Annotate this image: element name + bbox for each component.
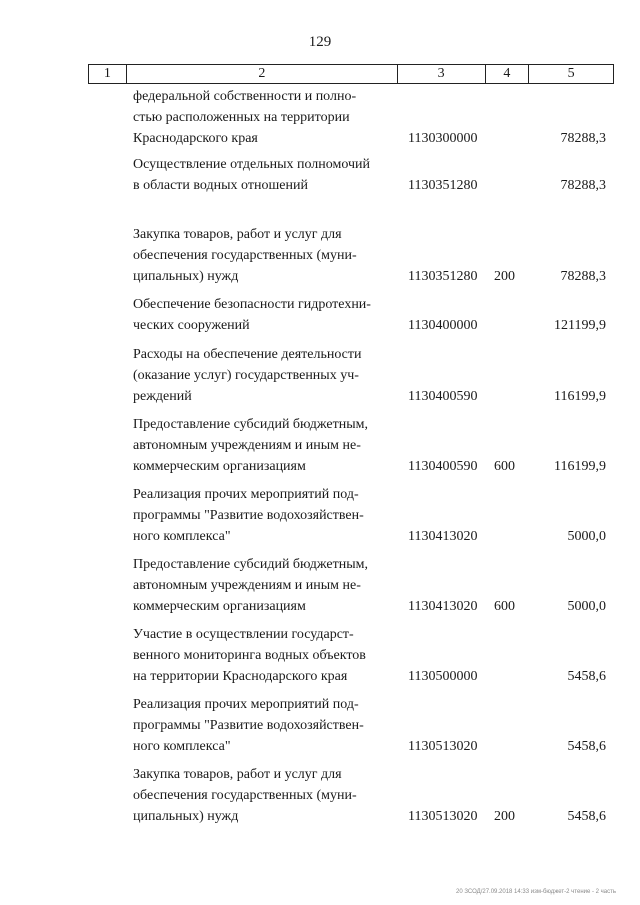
row-description-line: Предоставление субсидий бюджетным, <box>133 417 369 432</box>
row-amount: 116199,9 <box>554 459 606 474</box>
row-description <box>133 624 391 687</box>
row-description-line: ного комплекса" <box>133 529 231 544</box>
row-code: 1130500000 <box>408 669 478 684</box>
row-description-line: Предоставление субсидий бюджетным, <box>133 557 369 572</box>
row-description <box>133 414 391 477</box>
row-description-line: в области водных отношений <box>133 178 308 193</box>
row-description-line: Закупка товаров, работ и услуг для <box>133 227 342 242</box>
row-description <box>133 344 391 407</box>
row-description <box>133 484 391 547</box>
row-description-line: обеспечения государственных (муни- <box>133 788 357 803</box>
header-col-5: 5 <box>567 66 575 81</box>
row-code: 1130513020 <box>408 739 478 754</box>
row-description-line: программы "Развитие водохозяйствен- <box>133 508 364 523</box>
header-col-4: 4 <box>486 65 530 83</box>
row-description <box>133 224 391 287</box>
row-code: 1130351280 <box>408 178 478 193</box>
row-description <box>133 764 391 827</box>
row-code: 1130300000 <box>408 131 478 146</box>
row-description-line: автономным учреждениям и иным не- <box>133 578 361 593</box>
header-col-1: 1 <box>89 65 127 83</box>
row-expense-type: 200 <box>494 809 515 824</box>
row-description-line: ципальных) нужд <box>133 269 239 284</box>
row-description-line: Краснодарского края <box>133 131 258 146</box>
row-description-line: реждений <box>133 389 192 404</box>
row-amount: 116199,9 <box>554 389 606 404</box>
header-col-2: 2 <box>127 65 398 83</box>
row-amount: 78288,3 <box>560 178 606 193</box>
row-code: 1130413020 <box>408 529 478 544</box>
row-amount: 5458,6 <box>567 809 606 824</box>
row-description-line: Закупка товаров, работ и услуг для <box>133 767 342 782</box>
row-description-line: ципальных) нужд <box>133 809 239 824</box>
row-description-line: ческих сооружений <box>133 318 250 333</box>
row-code: 1130513020 <box>408 809 478 824</box>
row-amount: 121199,9 <box>554 318 606 333</box>
row-description-line: Участие в осуществлении государст- <box>133 627 354 642</box>
row-description-line: стью расположенных на территории <box>133 110 350 125</box>
row-description <box>133 694 391 757</box>
row-description-line: ного комплекса" <box>133 739 231 754</box>
row-code: 1130351280 <box>408 269 478 284</box>
row-description-line: программы "Развитие водохозяйствен- <box>133 718 364 733</box>
row-code: 1130400590 <box>408 459 478 474</box>
row-description-line: (оказание услуг) государственных уч- <box>133 368 359 383</box>
row-description-line: Расходы на обеспечение деятельности <box>133 347 362 362</box>
row-description-line: Осуществление отдельных полномочий <box>133 157 371 172</box>
row-amount: 5000,0 <box>567 599 606 614</box>
row-amount: 5458,6 <box>567 669 606 684</box>
row-amount: 78288,3 <box>560 269 606 284</box>
row-description <box>133 554 391 617</box>
row-description-line: коммерческим организациям <box>133 599 306 614</box>
row-description-line: Реализация прочих мероприятий под- <box>133 487 359 502</box>
row-code: 1130400590 <box>408 389 478 404</box>
page-number: 129 <box>308 34 332 50</box>
row-expense-type: 200 <box>494 269 515 284</box>
row-expense-type: 600 <box>494 459 515 474</box>
row-expense-type: 600 <box>494 599 515 614</box>
row-description <box>133 294 391 336</box>
row-description-line: венного мониторинга водных объектов <box>133 648 366 663</box>
row-description-line: коммерческим организациям <box>133 459 306 474</box>
row-description-line: Реализация прочих мероприятий под- <box>133 697 359 712</box>
footer-note: 20 ЗСОД/27.09.2018 14:33 изм-бюджет-2 чтение - 2 часть <box>456 889 616 895</box>
row-amount: 5458,6 <box>567 739 606 754</box>
row-description <box>133 86 391 149</box>
row-description-line: автономным учреждениям и иным не- <box>133 438 361 453</box>
row-description-line: на территории Краснодарского края <box>133 669 348 684</box>
row-amount: 5000,0 <box>567 529 606 544</box>
row-description <box>133 154 391 196</box>
row-code: 1130400000 <box>408 318 478 333</box>
row-description-line: Обеспечение безопасности гидротехни- <box>133 297 371 312</box>
table-header <box>88 64 614 84</box>
row-code: 1130413020 <box>408 599 478 614</box>
row-description-line: обеспечения государственных (муни- <box>133 248 357 263</box>
header-col-3: 3 <box>398 65 486 83</box>
row-description-line: федеральной собственности и полно- <box>133 89 357 104</box>
row-amount: 78288,3 <box>560 131 606 146</box>
